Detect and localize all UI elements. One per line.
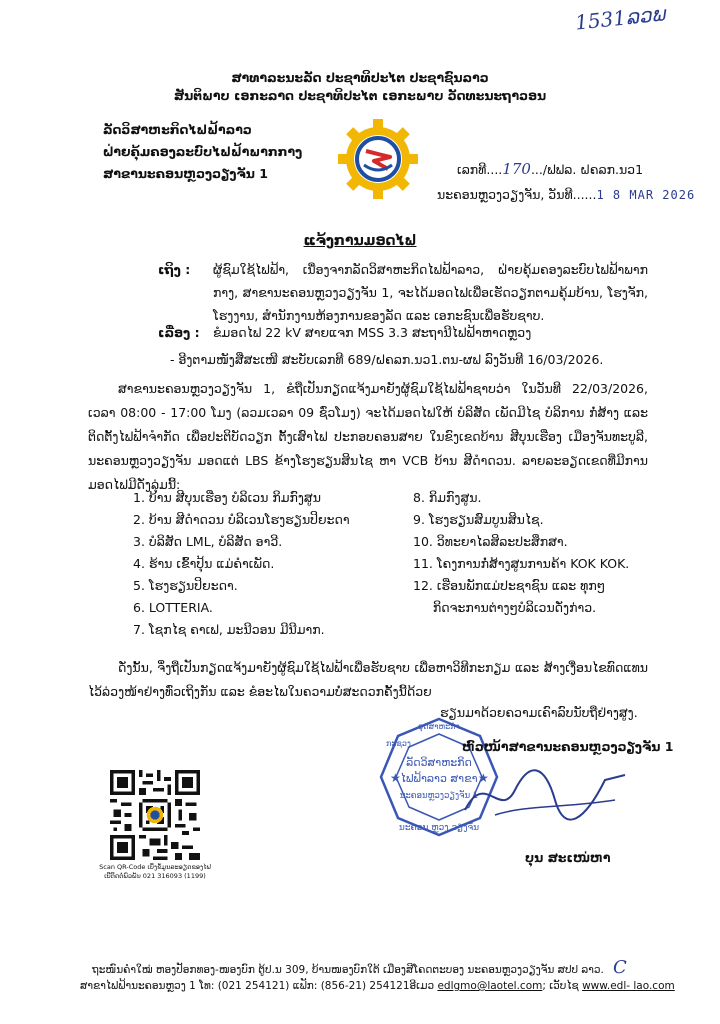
edl-logo-icon	[337, 118, 419, 200]
document-title: ແຈ້ງການມອດໄຟ	[303, 233, 417, 249]
footer-handwritten-mark: C	[613, 957, 627, 978]
list-item: 3. ບໍລິສັດ LML, ບໍລິສັດ ອາວີ.	[133, 534, 283, 549]
to-text: ຜູ້ຊົມໃຊ້ໄຟຟ້າ, ເນື່ອງຈາກລັດວິສາຫະກິດໄຟຟ້າລາວ, ຝ່າຍຄຸ້ມຄອງລະບົບໄຟຟ້າພາກກາງ, ສາຂານະຄອນຫຼວງວຽງຈັນ 1, ຈະໄດ້ມອດໄຟເພື່ອເຮັດວຽກຕາມຄຸ້ມບ້ານ, ໂຮງຈັກ, ໂຮງງານ, ສຳນັກງານຫ້ອງການຂອງລັດ ແລະ ເອກະຊົນເພື່ອຮັບຊາບ.	[213, 262, 648, 323]
signature-icon	[455, 760, 635, 830]
reference-basis: - ອີງຕາມໜັງສືສະເໜີ ສະບັບເລກທີ 689/ຝຄລກ.ນວ1.ຕນ-ຜຟ ລົງວັນທີ 16/03/2026.	[170, 352, 604, 367]
qr-caption-line2: ເບີຕິດຕໍ່ພົວພັນ 021 316093 (1199)	[104, 872, 206, 880]
list-item: ກິດຈະການຕ່າງໆບໍລິເວນດັ່ງກ່າວ.	[413, 600, 597, 615]
list-item: 7. ໂຊກໄຊ ຄາເຟ, ມະນີວອນ ມີນີມາກ.	[133, 622, 325, 637]
subject-label: ເລື່ອງ :	[158, 325, 200, 340]
to-label: ເຖິງ :	[158, 262, 191, 277]
list-item: 2. ບ້ານ ສີດຳດວນ ບໍລິເວນໂຮງຮຽນປິຍະດາ	[133, 512, 350, 527]
org-line1: ລັດວິສາຫະກິດໄຟຟ້າລາວ	[103, 122, 252, 137]
qr-code[interactable]	[110, 770, 200, 860]
stamp-star-icon: ★	[478, 771, 489, 785]
list-item: 12. ເຮືອນພັກແມ່ປະຊາຊົນ ແລະ ທຸກໆ	[413, 578, 606, 593]
subject-text: ຂໍມອດໄຟ 22 kV ສາຍແຈກ MSS 3.3 ສະຖານີໄຟຟ້າຫາດຫຼວງ	[213, 325, 532, 340]
qr-caption	[95, 863, 215, 881]
stamp-line1: ລັດວິສາຫະກິດ	[406, 756, 472, 769]
footer-email-link[interactable]: edlgmo@laotel.com	[437, 980, 543, 992]
list-item: 11. ໂຄງການກໍ່ສ້າງສູນການຄ້າ KOK KOK.	[413, 556, 630, 571]
list-item: 9. ໂຮງຮຽນສົມບູນສິນໄຊ.	[413, 512, 544, 527]
org-line3: ສາຂານະຄອນຫຼວງວຽງຈັນ 1	[103, 166, 268, 181]
reference-number-line: ເລກທີ....170.../ຟຟລ. ຝຄລກ.ນວ1	[457, 160, 644, 178]
signer-name: ບຸນ ສະເໜ່ຫາ	[525, 850, 611, 865]
footer-website-link[interactable]: www.edl- lao.com	[582, 980, 675, 992]
stamp-top-text: ອຸດສາຫະກຳ	[418, 722, 460, 731]
national-header-line2: ສັນຕິພາບ ເອກະລາດ ປະຊາທິປະໄຕ ເອກະພາບ ວັດທະນະຖາວອນ	[173, 88, 547, 103]
list-item: 10. ວິທະຍາໄລສິລະປະສຶກສາ.	[413, 534, 568, 549]
date-stamp: 1 8 MAR 2026	[596, 188, 696, 202]
stamp-star-icon: ★	[390, 771, 401, 785]
stamp-bottom-text: ນະຄອນ ຫຼວງ ວຽງຈັນ	[398, 823, 480, 833]
stamp-line2: ໄຟຟ້າລາວ ສາຂາ	[400, 772, 478, 785]
list-item: 4. ຮ້ານ ເຂົ້າປຸ້ນ ແມ່ຄຳເພັດ.	[133, 556, 275, 571]
reference-number: 170	[502, 160, 531, 178]
qr-caption-line1: Scan QR-Code ເບິ່ງຂໍ້ມູນລະອຽດຂອງໄຟ	[99, 863, 211, 871]
footer-address: ຖະໜົນຄຳໃໝ່ ຫອງປັອກທອງ-ໜອງບົກ ຕູ້ປ.ນ 309, ບ້ານໜອງບົກໃຕ້ ເມືອງສີໂຄດຕະບອງ ນະຄອນຫຼວງວຽງຈັນ ສປປ ລາວ.	[92, 964, 604, 976]
handwritten-reference: 1531ລວພ	[573, 1, 667, 35]
list-item: 6. LOTTERIA.	[133, 600, 213, 615]
stamp-left-text: ກະຊວງ	[386, 739, 411, 748]
list-item: 5. ໂຮງຮຽນປິຍະດາ.	[133, 578, 238, 593]
body-paragraph: ສາຂານະຄອນຫຼວງວຽງຈັນ 1, ຂໍຖືເປັນກຽດແຈ້ງມາຍັງຜູ້ຊົມໃຊ້ໄຟຟ້າຊາບວ່າ ໃນວັນທີ 22/03/2026, ເວລາ 08:00 - 17:00 ໂມງ (ລວມເວລາ 09 ຊົ່ວໂມງ) ຈະໄດ້ມອດໄຟໃຫ້ ບໍລິສັດ ເພັດມີໄຊ ບໍລິການ ກໍ່ສ້າງ ແລະ ຕິດຕັ້ງໄຟຟ້າຈຳກັດ ເພື່ອປະຕິບັດວຽກ ຕັ້ງເສົາໄຟ ປະກອບຄອນສາຍ ໃນຂົງເຂດບ້ານ ສີບຸນເຮືອງ ເມືອງຈັນທະບູລີ, ນະຄອນຫຼວງວຽງຈັນ ມອດແຕ່ LBS ຂ້າງໂຮງຮຽນສິນໄຊ ຫາ VCB ບ້ານ ສີດຳດວນ. ລາຍລະອຽດເຂດທີ່ມີການມອດໄຟມີດັ່ງລຸ່ມນີ້:	[88, 381, 648, 492]
closing-paragraph: ດັ່ງນັ້ນ, ຈຶ່ງຖືເປັນກຽດແຈ້ງມາຍັງຜູ້ຊົມໃຊ້ໄຟຟ້າເພື່ອຮັບຊາບ ເພື່ອຫາວິທີກະກຽມ ແລະ ສ້າງເງື່ອນໄຂທົດແທນໄວ້ລ່ວງໜ້າຢ່າງທົ່ວເຖິງກັນ ແລະ ຂໍອະໄພໃນຄວາມບໍ່ສະດວກຄັ້ງນີ້ດ້ວຍ	[88, 660, 648, 699]
affected-areas-left	[133, 490, 350, 644]
qr-code-icon	[110, 770, 200, 860]
regards-line: ຮຽນມາດ້ວຍຄວາມເຄົາລົບນັບຖືຢ່າງສູງ.	[440, 705, 638, 720]
footer-contact: ສາຂາໄຟຟ້ານະຄອນຫຼວງ 1 ໂທ: (021 254121) ແຟັກ: (856-21) 254121ອີເມວ edlgmo@laotel.com; ເວັບໄຊ www.edl- lao.com	[80, 980, 675, 992]
national-header-line1: ສາທາລະນະລັດ ປະຊາທິປະໄຕ ປະຊາຊົນລາວ	[231, 70, 489, 85]
place-date-line: ນະຄອນຫຼວງວຽງຈັນ, ວັນທີ......1 8 MAR 2026	[437, 187, 696, 202]
stamp-line3: ນະຄອນຫຼວງວຽງຈັນ 1	[399, 791, 479, 801]
list-item: 8. ກິມກົງສູນ.	[413, 490, 482, 505]
list-item: 1. ບ້ານ ສີບຸນເຮືອງ ບໍລິເວນ ກິມກົງສູນ	[133, 490, 321, 505]
affected-areas-right	[413, 490, 629, 622]
signer-title: ຫົວໜ້າສາຂານະຄອນຫຼວງວຽງຈັນ 1	[462, 739, 674, 754]
org-line2: ຝ່າຍຄຸ້ມຄອງລະບົບໄຟຟ້າພາກກາງ	[103, 144, 303, 159]
